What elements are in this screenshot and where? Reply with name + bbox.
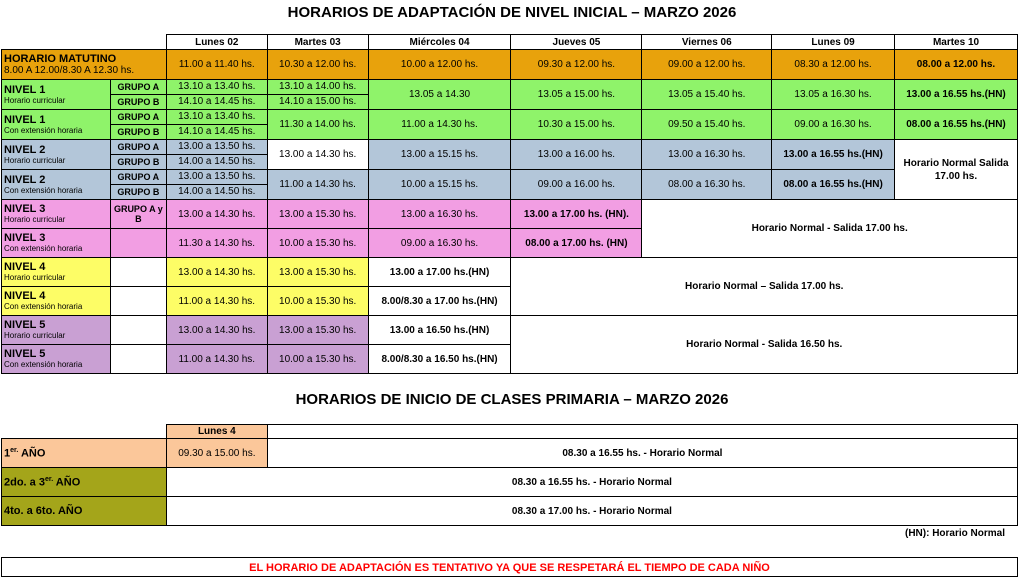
nivel2-curricular-row bbox=[2, 140, 1018, 170]
schedule-cell: 08.30 a 16.55 hs. - Horario Normal bbox=[267, 439, 1017, 468]
schedule-cell: 11.00 a 14.30 hs. bbox=[368, 110, 511, 140]
schedule-cell: 13.05 a 14.30 bbox=[368, 80, 511, 110]
day-header: Viernes 06 bbox=[642, 35, 772, 50]
schedule-cell: 13.00 a 15.30 hs. bbox=[267, 316, 368, 345]
schedule-cell: 08.30 a 12.00 hs. bbox=[772, 50, 895, 80]
hn-note: (HN): Horario Normal bbox=[904, 528, 1005, 539]
group-label: GRUPO A GRUPO B bbox=[110, 140, 166, 170]
schedule-cell: 09.30 a 12.00 hs. bbox=[511, 50, 642, 80]
schedule-cell: 09.30 a 15.00 hs. bbox=[166, 439, 267, 468]
nivel2-extension-row bbox=[2, 170, 1018, 200]
group-label: GRUPO A GRUPO B bbox=[110, 110, 166, 140]
day-header: Lunes 09 bbox=[772, 35, 895, 50]
schedule-cell: 11.00 a 14.30 hs. bbox=[166, 345, 267, 374]
primaria-row-2 bbox=[2, 468, 1018, 497]
matutino-row bbox=[2, 50, 1018, 80]
level-label: NIVEL 5 Con extensión horaria bbox=[2, 345, 111, 374]
schedule-cell: 13.00 a 15.15 hs. bbox=[368, 140, 511, 170]
nivel5-normal-note: Horario Normal - Salida 16.50 hs. bbox=[511, 316, 1018, 374]
schedule-cell: 11.00 a 14.30 hs. bbox=[166, 287, 267, 316]
schedule-cell: 13.10 a 14.00 hs. 14.10 a 15.00 hs. bbox=[267, 80, 368, 110]
schedule-cell: 13.00 a 14.30 hs. bbox=[267, 140, 368, 170]
schedule-cell: 13.05 a 15.40 hs. bbox=[642, 80, 772, 110]
schedule-cell: 13.00 a 15.30 hs. bbox=[267, 200, 368, 229]
nivel2-normal-note: Horario Normal Salida 17.00 hs. bbox=[895, 140, 1018, 200]
schedule-cell: 13.00 a 16.30 hs. bbox=[642, 140, 772, 170]
primaria-row-1 bbox=[2, 439, 1018, 468]
primaria-header-row bbox=[2, 425, 1018, 439]
title-primaria: HORARIOS DE INICIO DE CLASES PRIMARIA – MARZO 2026 bbox=[295, 391, 729, 408]
primaria-row-3 bbox=[2, 497, 1018, 526]
schedule-cell: 13.00 a 17.00 hs.(HN) bbox=[368, 258, 511, 287]
level-label: NIVEL 2 Horario curricular bbox=[2, 140, 111, 170]
level-label: NIVEL 5 Horario curricular bbox=[2, 316, 111, 345]
level-label: NIVEL 1 Horario curricular bbox=[2, 80, 111, 110]
level-label: NIVEL 4 Horario curricular bbox=[2, 258, 111, 287]
schedule-cell: 8.00/8.30 a 16.50 hs.(HN) bbox=[368, 345, 511, 374]
schedule-cell: 11.30 a 14.30 hs. bbox=[166, 229, 267, 258]
grade-label: 2do. a $3^{er.}$ AÑO bbox=[2, 468, 167, 497]
schedule-cell: 13.00 a 13.50 hs. 14.00 a 14.50 hs. bbox=[166, 170, 267, 200]
nivel3-normal-note: Horario Normal - Salida 17.00 hs. bbox=[642, 200, 1018, 258]
level-label: NIVEL 3 Horario curricular bbox=[2, 200, 111, 229]
day-header: Martes 10 bbox=[895, 35, 1018, 50]
schedule-cell: 10.00 a 12.00 hs. bbox=[368, 50, 511, 80]
schedule-cell: 13.00 a 16.55 hs.(HN) bbox=[772, 140, 895, 170]
nivel3-curricular-row bbox=[2, 200, 1018, 229]
schedule-cell: 13.00 a 14.30 hs. bbox=[166, 200, 267, 229]
schedule-cell: 13.00 a 15.30 hs. bbox=[267, 258, 368, 287]
schedule-cell: 09.50 a 15.40 hs. bbox=[642, 110, 772, 140]
schedule-cell: 09.00 a 12.00 hs. bbox=[642, 50, 772, 80]
schedule-cell: 13.00 a 16.00 hs. bbox=[511, 140, 642, 170]
nivel5-curricular-row bbox=[2, 316, 1018, 345]
warning-banner: EL HORARIO DE ADAPTACIÓN ES TENTATIVO YA QUE SE RESPETARÁ EL TIEMPO DE CADA NIÑO bbox=[1, 557, 1018, 577]
schedule-cell: 11.30 a 14.00 hs. bbox=[267, 110, 368, 140]
days-header-row bbox=[2, 35, 1018, 50]
schedule-cell: 13.10 a 13.40 hs. 14.10 a 14.45 hs. bbox=[166, 80, 267, 110]
schedule-cell: 11.00 a 14.30 hs. bbox=[267, 170, 368, 200]
schedule-cell: 13.00 a 16.55 hs.(HN) bbox=[895, 80, 1018, 110]
day-header: Miércoles 04 bbox=[368, 35, 511, 50]
schedule-cell: 09.00 a 16.30 hs. bbox=[772, 110, 895, 140]
group-label: GRUPO A GRUPO B bbox=[110, 170, 166, 200]
schedule-cell: 10.00 a 15.15 hs. bbox=[368, 170, 511, 200]
schedule-cell: 13.10 a 13.40 hs. 14.10 a 14.45 hs. bbox=[166, 110, 267, 140]
schedule-cell: 13.00 a 14.30 hs. bbox=[166, 258, 267, 287]
nivel4-curricular-row bbox=[2, 258, 1018, 287]
schedule-cell: 08.00 a 12.00 hs. bbox=[895, 50, 1018, 80]
schedule-cell: 13.00 a 17.00 hs. (HN). bbox=[511, 200, 642, 229]
schedule-cell: 10.30 a 15.00 hs. bbox=[511, 110, 642, 140]
inicial-schedule-table bbox=[1, 34, 1018, 374]
schedule-cell: 10.00 a 15.30 hs. bbox=[267, 229, 368, 258]
schedule-cell: 13.00 a 16.30 hs. bbox=[368, 200, 511, 229]
schedule-cell: 13.05 a 16.30 hs. bbox=[772, 80, 895, 110]
group-label: GRUPO A GRUPO B bbox=[110, 80, 166, 110]
group-label: GRUPO A y B bbox=[110, 200, 166, 229]
nivel1-extension-row bbox=[2, 110, 1018, 140]
nivel1-curricular-row bbox=[2, 80, 1018, 110]
schedule-cell: 08.00 a 17.00 hs. (HN) bbox=[511, 229, 642, 258]
level-label: NIVEL 3 Con extensión horaria bbox=[2, 229, 111, 258]
schedule-cell: 13.05 a 15.00 hs. bbox=[511, 80, 642, 110]
schedule-cell: 08.00 a 16.55 hs.(HN) bbox=[772, 170, 895, 200]
schedule-cell: 11.00 a 11.40 hs. bbox=[166, 50, 267, 80]
schedule-cell: 13.00 a 13.50 hs. 14.00 a 14.50 hs. bbox=[166, 140, 267, 170]
day-header: Jueves 05 bbox=[511, 35, 642, 50]
schedule-cell: 13.00 a 16.50 hs.(HN) bbox=[368, 316, 511, 345]
schedule-cell: 8.00/8.30 a 17.00 hs.(HN) bbox=[368, 287, 511, 316]
grade-label: 4to. a 6to. AÑO bbox=[2, 497, 167, 526]
title-inicial: HORARIOS DE ADAPTACIÓN DE NIVEL INICIAL – MARZO 2026 bbox=[287, 4, 737, 21]
level-label: NIVEL 4 Con extensión horaria bbox=[2, 287, 111, 316]
schedule-cell: 13.00 a 14.30 hs. bbox=[166, 316, 267, 345]
grade-label: $1^{er.}$ AÑO bbox=[2, 439, 167, 468]
schedule-cell: 08.30 a 17.00 hs. - Horario Normal bbox=[166, 497, 1017, 526]
matutino-label: HORARIO MATUTINO 8.00 A 12.00/8.30 A 12.30 hs. bbox=[2, 50, 167, 80]
nivel4-normal-note: Horario Normal – Salida 17.00 hs. bbox=[511, 258, 1018, 316]
schedule-cell: 10.30 a 12.00 hs. bbox=[267, 50, 368, 80]
schedule-cell: 08.00 a 16.30 hs. bbox=[642, 170, 772, 200]
schedule-cell: 09.00 a 16.00 hs. bbox=[511, 170, 642, 200]
schedule-cell: 08.00 a 16.55 hs.(HN) bbox=[895, 110, 1018, 140]
primaria-schedule-table bbox=[1, 424, 1018, 526]
day-header: Lunes 4 bbox=[166, 425, 267, 439]
schedule-cell: 09.00 a 16.30 hs. bbox=[368, 229, 511, 258]
level-label: NIVEL 2 Con extensión horaria bbox=[2, 170, 111, 200]
level-label: NIVEL 1 Con extensión horaria bbox=[2, 110, 111, 140]
day-header: Lunes 02 bbox=[166, 35, 267, 50]
schedule-cell: 08.30 a 16.55 hs. - Horario Normal bbox=[166, 468, 1017, 497]
schedule-cell: 10.00 a 15.30 hs. bbox=[267, 287, 368, 316]
day-header: Martes 03 bbox=[267, 35, 368, 50]
schedule-cell: 10.00 a 15.30 hs. bbox=[267, 345, 368, 374]
